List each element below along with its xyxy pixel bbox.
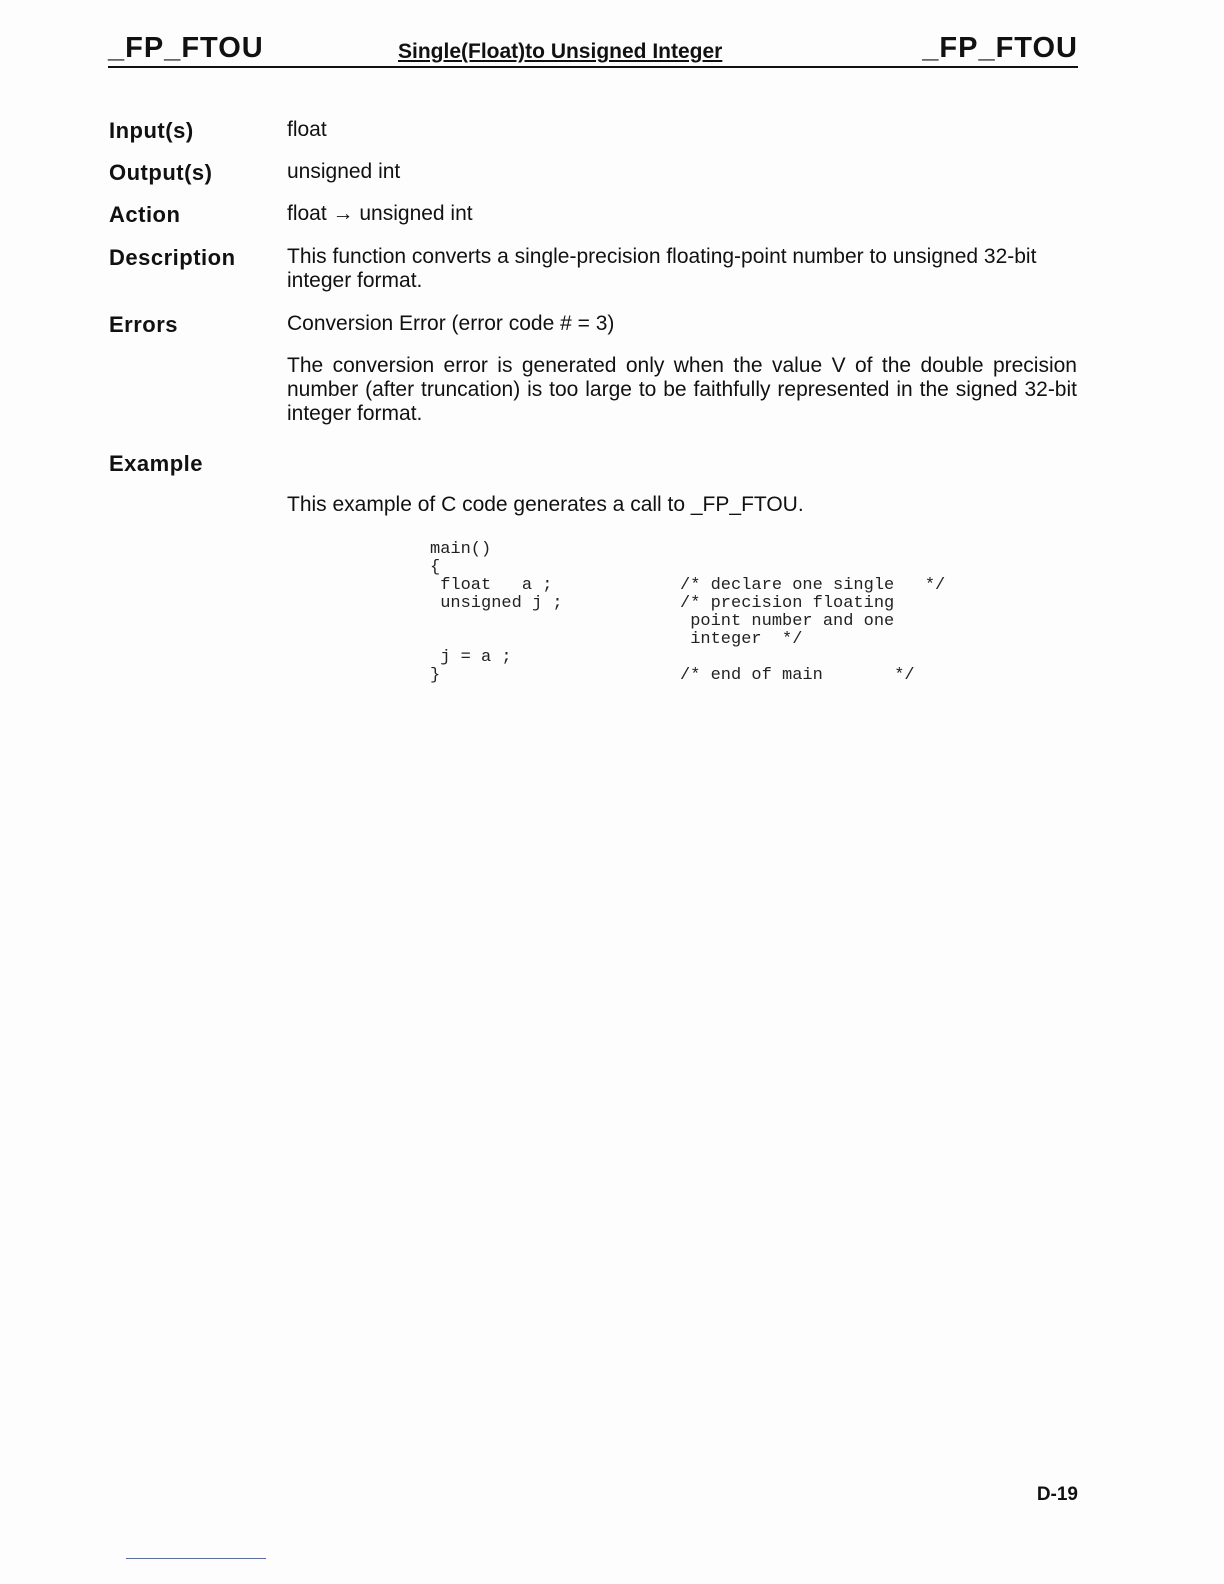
inputs-value: float xyxy=(287,118,327,141)
code-sample: main() { float a ; unsigned j ; j = a ; } xyxy=(430,540,563,685)
header-function-name-right: _FP_FTOU xyxy=(922,32,1078,64)
example-intro: This example of C code generates a call to _FP_FTOU. xyxy=(287,493,804,516)
action-label: Action xyxy=(109,202,181,227)
outputs-value: unsigned int xyxy=(287,160,401,183)
errors-label: Errors xyxy=(109,312,179,337)
errors-text: Conversion Error (error code # = 3) xyxy=(287,312,615,335)
header-function-name-left: _FP_FTOU xyxy=(108,32,264,64)
header-title: Single(Float)to Unsigned Integer xyxy=(398,40,723,63)
description-label: Description xyxy=(109,245,236,270)
errors-detail: The conversion error is generated only when the value V of the double precision number (after truncation) is too large to be faithfully represented in the signed 32-bit integer format. xyxy=(287,354,1077,425)
outputs-label: Output(s) xyxy=(109,160,213,185)
bottom-rule xyxy=(126,1558,266,1559)
code-comments: /* declare one single */ /* precision floating point number and one integer */ /* end of main */ xyxy=(680,576,946,685)
example-label: Example xyxy=(109,451,203,476)
description-text: This function converts a single-precision floating-point number to unsigned 32-bit integer format. xyxy=(287,245,1037,292)
action-value: float → unsigned int xyxy=(287,202,473,225)
inputs-label: Input(s) xyxy=(109,118,194,143)
page-header xyxy=(108,32,1078,68)
page-number: D-19 xyxy=(1036,1484,1078,1505)
